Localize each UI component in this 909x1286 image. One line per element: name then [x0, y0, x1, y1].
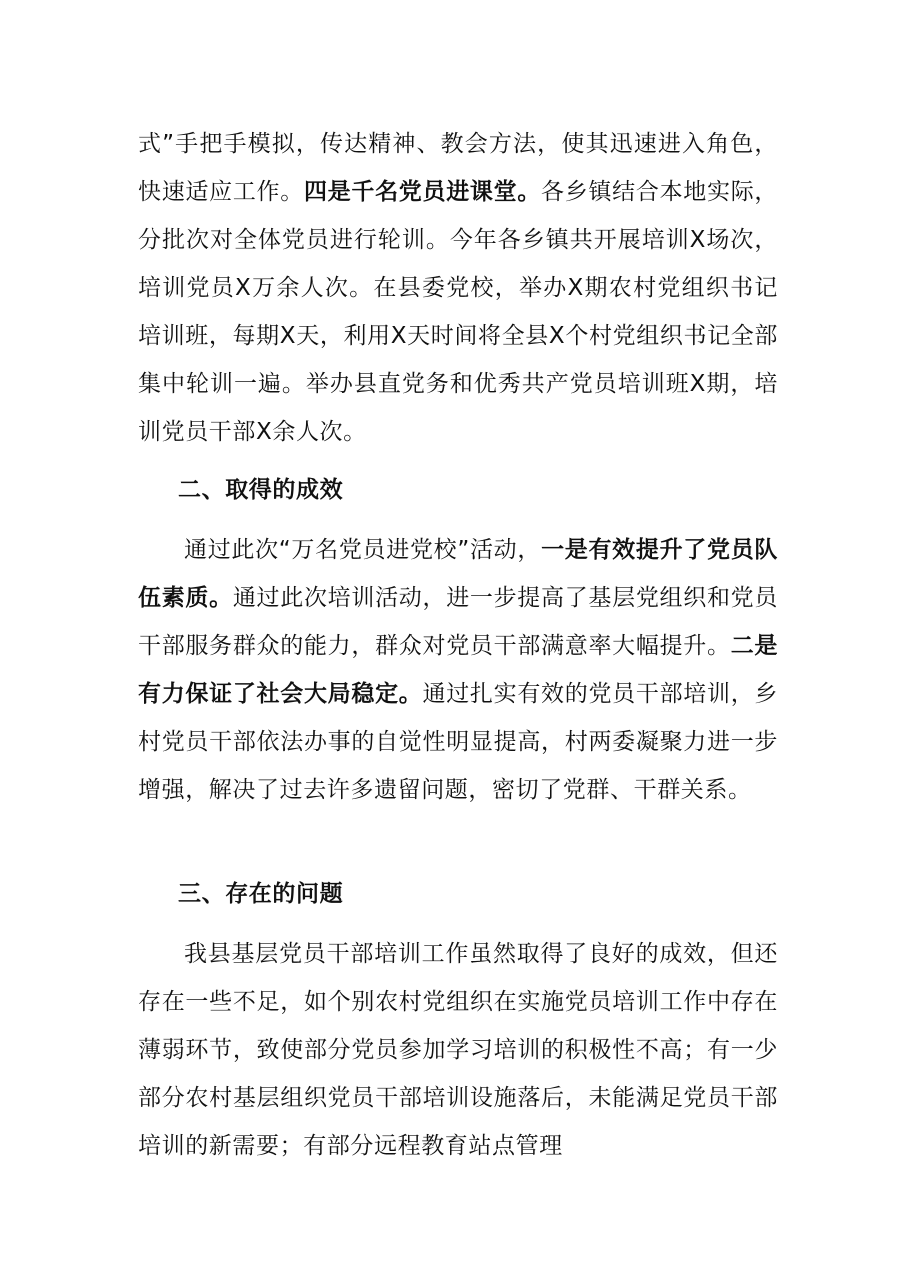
bold-phrase-party-members-class: 四是千名党员进课堂。 — [303, 179, 542, 205]
section-heading-problems: 三、存在的问题 — [178, 881, 344, 907]
bold-phrase-quality-improved: 一是有效提升了党员队伍素质。 — [138, 537, 779, 611]
paragraph-text: 我县基层党员干部培训工作虽然取得了良好的成效，但还存在一些不足，如个别农村党组织在实施党员培训工作中存在薄弱环节，致使部分党员参加学习培训的积极性不高；有一少部分农村基层组织党员干部培训设施落后，未能满足党员干部培训的新需要；有部分远程教育站点管理 — [138, 941, 778, 1159]
section-heading-achievements: 二、取得的成效 — [178, 477, 344, 503]
paragraph-text: 式”手把手模拟，传达精神、教会方法，使其迅速进入角色，快速适应工作。 — [138, 131, 778, 205]
paragraph-achievements — [138, 526, 778, 814]
paragraph-problems — [138, 930, 778, 1170]
paragraph-training-progress — [138, 120, 778, 456]
bold-phrase-stability-ensured: 二是有力保证了社会大局稳定。 — [138, 633, 779, 707]
paragraph-text: 通过扎实有效的党员干部培训，乡村党员干部依法办事的自觉性明显提高，村两委凝聚力进一步增强，解决了过去许多遗留问题，密切了党群、干群关系。 — [138, 681, 779, 803]
paragraph-text: 通过此次培训活动，进一步提高了基层党组织和党员干部服务群众的能力，群众对党员干部满意率大幅提升。 — [138, 585, 778, 659]
paragraph-text: 各乡镇结合本地实际，分批次对全体党员进行轮训。今年各乡镇共开展培训Ⅹ场次，培训党员Ⅹ万余人次。在县委党校，举办Ⅹ期农村党组织书记培训班，每期Ⅹ天，利用Ⅹ天时间将全县Ⅹ个村党组织书记全部集中轮训一遍。举办县直党务和优秀共产党员培训班Ⅹ期，培训党员干部Ⅹ余人次。 — [138, 179, 778, 445]
paragraph-text: 通过此次“万名党员进党校”活动， — [184, 537, 542, 563]
